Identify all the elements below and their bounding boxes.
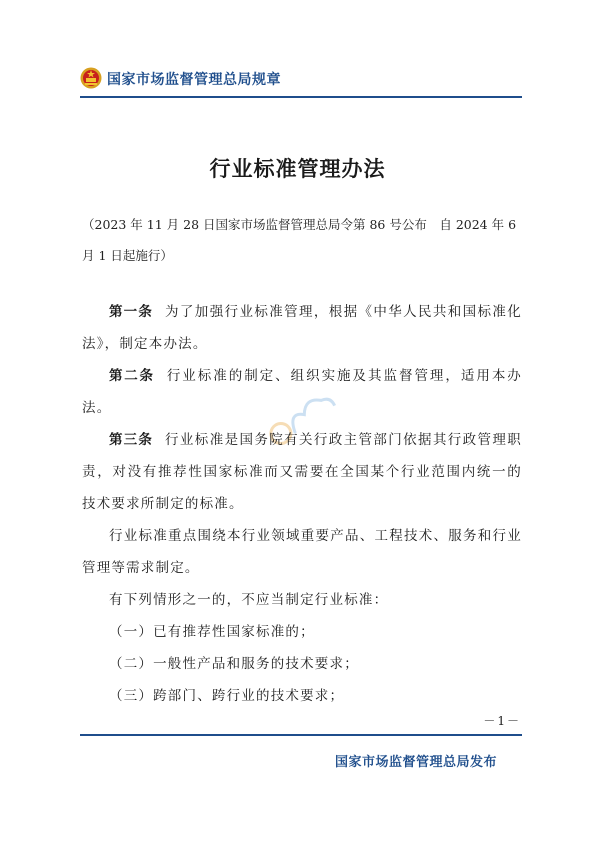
article-label: 第一条	[109, 304, 154, 320]
article-2	[82, 360, 522, 424]
article-text: 行业标准的制定、组织实施及其监督管理，适用本办法。	[82, 368, 522, 416]
list-item: （一）已有推荐性国家标准的；	[109, 624, 315, 640]
article-text: 行业标准是国务院有关行政主管部门依据其行政管理职责，对没有推荐性国家标准而又需要在全国某个行业范围内统一的技术要求所制定的标准。	[82, 432, 522, 512]
footer-divider	[80, 734, 522, 736]
paragraph: 有下列情形之一的，不应当制定行业标准：	[109, 592, 389, 608]
article-3	[82, 424, 522, 520]
article-label: 第三条	[109, 432, 154, 448]
document-body	[82, 296, 522, 712]
article-label: 第二条	[109, 368, 155, 384]
article-1	[82, 296, 522, 360]
article-text: 为了加强行业标准管理，根据《中华人民共和国标准化法》，制定本办法。	[82, 304, 522, 352]
header-title: 国家市场监督管理总局规章	[107, 72, 281, 88]
page-number: －1－	[483, 714, 521, 728]
header-divider	[80, 96, 522, 98]
paragraph: 行业标准重点围绕本行业领域重要产品、工程技术、服务和行业管理等需求制定。	[82, 528, 522, 576]
list-item: （三）跨部门、跨行业的技术要求；	[109, 688, 345, 704]
footer-publisher: 国家市场监督管理总局发布	[334, 755, 497, 770]
national-emblem-icon	[80, 66, 102, 90]
document-title: 行业标准管理办法	[209, 157, 386, 181]
page-header	[80, 64, 522, 98]
list-item: （二）一般性产品和服务的技术要求；	[109, 656, 359, 672]
document-preamble: （2023 年 11 月 28 日国家市场监督管理总局令第 86 号公布 自 2024 年 6 月 1 日起施行）	[82, 217, 517, 263]
